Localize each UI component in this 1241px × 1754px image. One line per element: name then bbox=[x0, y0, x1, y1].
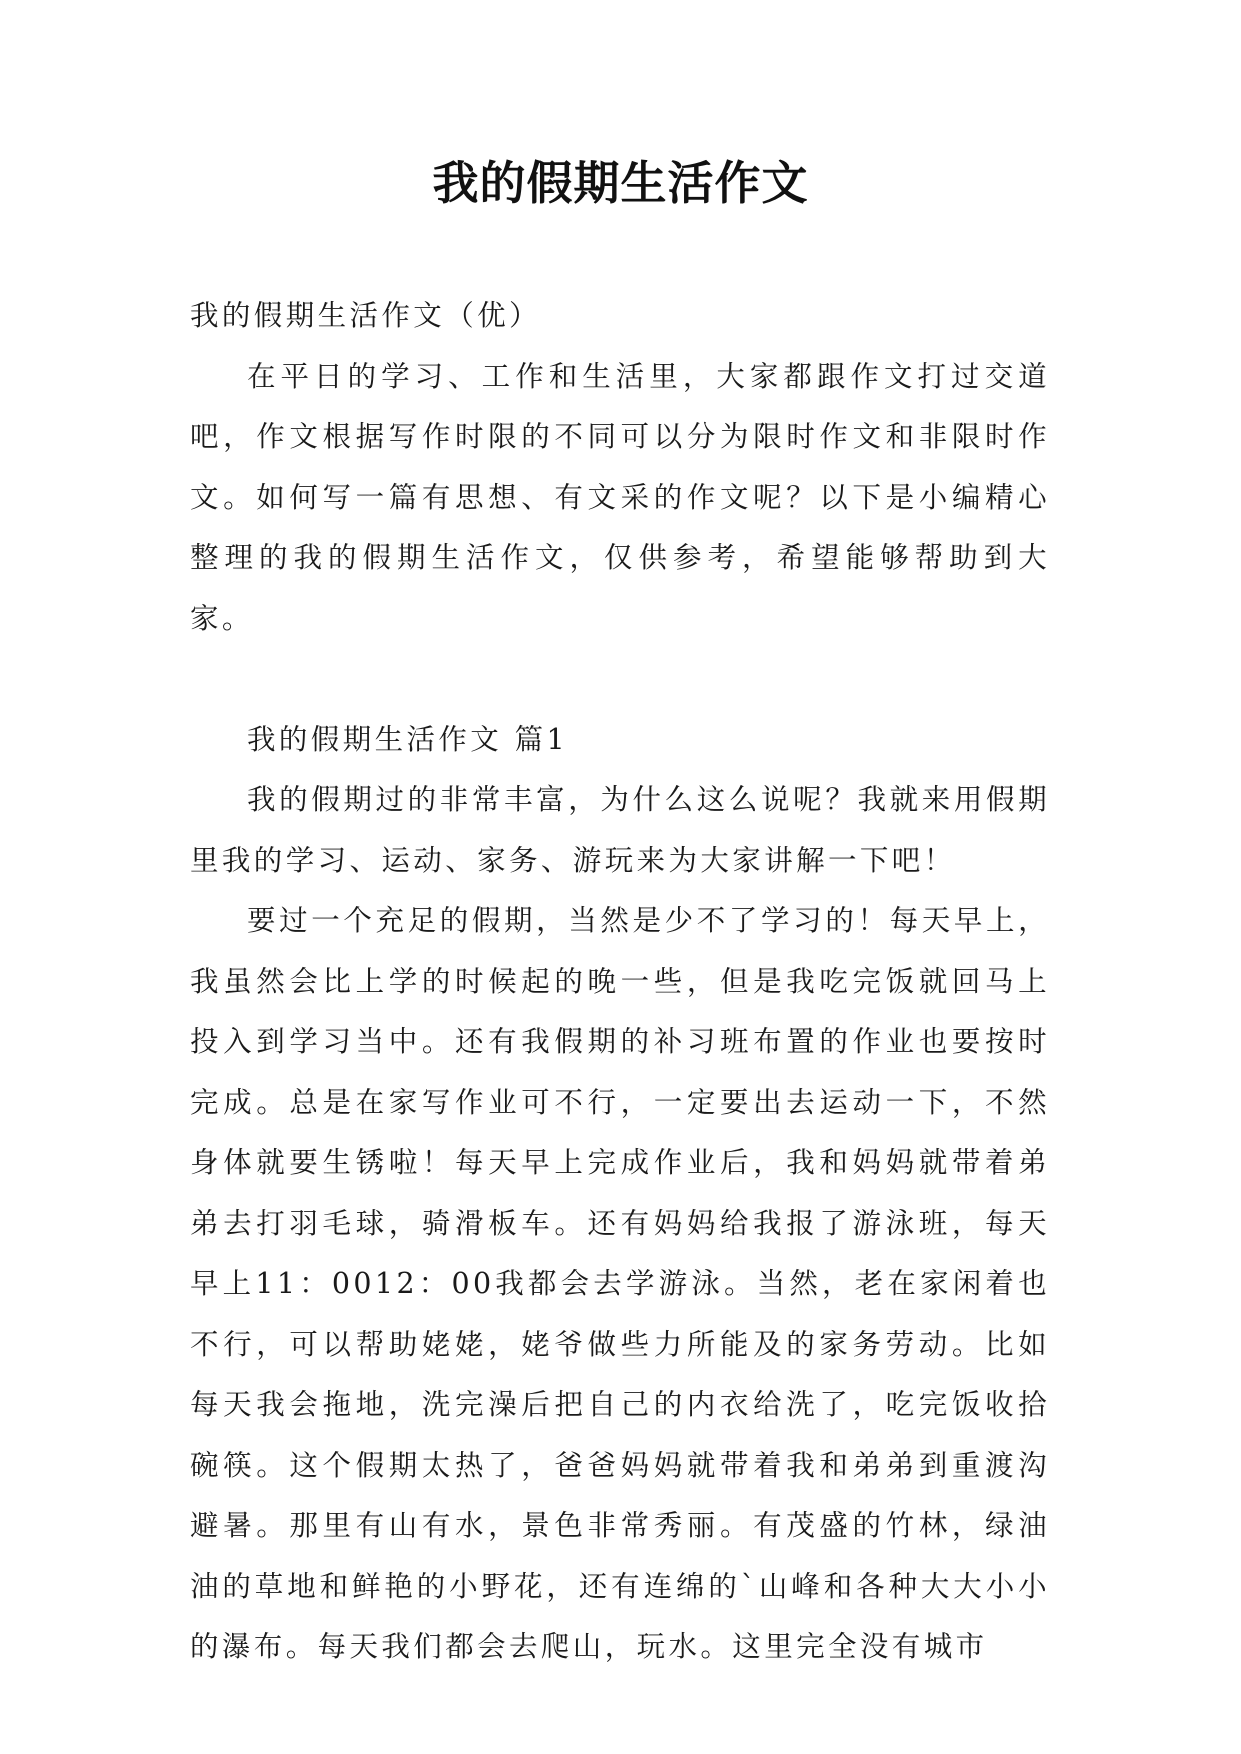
document-subtitle: 我的假期生活作文（优） bbox=[190, 299, 541, 332]
intro-paragraph: 在平日的学习、工作和生活里，大家都跟作文打过交道吧，作文根据写作时限的不同可以分为限时作文和非限时作文。如何写一篇有思想、有文采的作文呢？以下是小编精心整理的我的假期生活作文，仅供参考，希望能够帮助到大家。 bbox=[190, 359, 1050, 635]
body-paragraph: 我的假期过的非常丰富，为什么这么说呢？我就来用假期里我的学习、运动、家务、游玩来为大家讲解一下吧！ bbox=[190, 783, 1050, 877]
body-paragraph: 要过一个充足的假期，当然是少不了学习的！每天早上，我虽然会比上学的时候起的晚一些，但是我吃完饭就回马上投入到学习当中。还有我假期的补习班布置的作业也要按时完成。总是在家写作业可不行，一定要出去运动一下，不然身体就要生锈啦！每天早上完成作业后，我和妈妈就带着弟弟去打羽毛球，骑滑板车。还有妈妈给我报了游泳班，每天早上11：0012：00我都会去学游泳。当然，老在家闲着也不行，可以帮助姥姥，姥爷做些力所能及的家务劳动。比如每天我会拖地，洗完澡后把自己的内衣给洗了，吃完饭收拾碗筷。这个假期太热了，爸爸妈妈就带着我和弟弟到重渡沟避暑。那里有山有水，景色非常秀丽。有茂盛的竹林，绿油油的草地和鲜艳的小野花，还有连绵的`山峰和各种大大小小的瀑布。每天我们都会去爬山，玩水。这里完全没有城市 bbox=[190, 904, 1050, 1663]
section-heading: 我的假期生活作文 篇1 bbox=[247, 722, 569, 756]
document-body bbox=[190, 286, 1050, 1678]
paragraph-spacer bbox=[190, 649, 1050, 710]
document-title: 我的假期生活作文 bbox=[432, 156, 809, 210]
